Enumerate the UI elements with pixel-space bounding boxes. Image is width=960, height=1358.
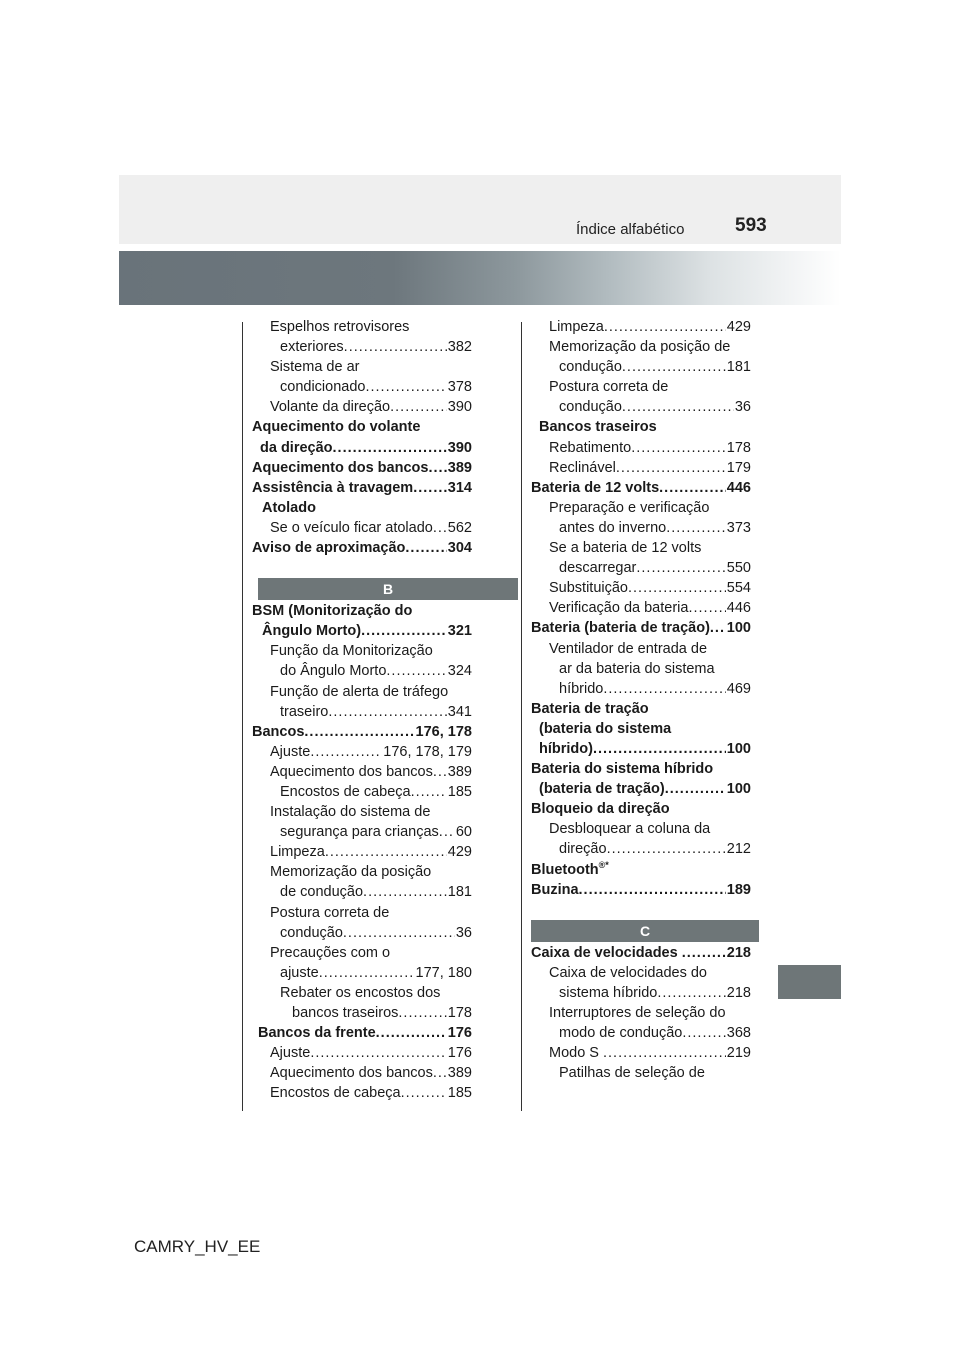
index-entry: Assistência à travagem ..... 314 bbox=[252, 478, 472, 498]
index-entry: Bloqueio da direção bbox=[531, 801, 670, 818]
index-entry: Verificação da bateria ..... 446 bbox=[531, 598, 751, 618]
index-entry: condicionado ..... 378 bbox=[252, 377, 472, 397]
index-entry: bancos traseiros ..... 178 bbox=[252, 1003, 472, 1023]
index-entry: Função da Monitorização bbox=[270, 643, 433, 660]
header-title: Índice alfabético bbox=[576, 221, 685, 238]
index-entry: da direção ..... 390 bbox=[252, 438, 472, 458]
index-entry: Bluetooth®* bbox=[531, 859, 609, 878]
index-entry: Caixa de velocidades ..... 218 bbox=[531, 943, 751, 963]
index-entry: híbrido ..... 469 bbox=[531, 679, 751, 699]
index-entry: traseiro ..... 341 bbox=[252, 702, 472, 722]
index-entry: Ângulo Morto) ..... 321 bbox=[252, 621, 472, 641]
column-rule-right bbox=[521, 322, 522, 1111]
footer-model-code: CAMRY_HV_EE bbox=[134, 1237, 261, 1256]
index-entry: Bateria de tração bbox=[531, 700, 649, 717]
index-entry: descarregar ..... 550 bbox=[531, 558, 751, 578]
index-entry: antes do inverno ..... 373 bbox=[531, 518, 751, 538]
index-entry: Aviso de aproximação ..... 304 bbox=[252, 538, 472, 558]
index-entry: Sistema de ar bbox=[270, 359, 360, 376]
index-entry: sistema híbrido ..... 218 bbox=[531, 983, 751, 1003]
index-entry: Interruptores de seleção do bbox=[549, 1005, 726, 1021]
index-entry: Atolado bbox=[262, 499, 316, 516]
index-entry: (bateria do sistema bbox=[539, 720, 672, 737]
header-gradient-bar bbox=[119, 251, 841, 305]
index-entry: direção ..... 212 bbox=[531, 839, 751, 859]
index-entry: do Ângulo Morto ..... 324 bbox=[252, 661, 472, 681]
index-entry: Bancos ..... 176, 178 bbox=[252, 722, 472, 742]
index-entry: condução ..... 36 bbox=[252, 923, 472, 943]
index-entry: condução ..... 36 bbox=[531, 397, 751, 417]
index-entry: Postura correta de bbox=[549, 379, 669, 396]
index-entry: Preparação e verificação bbox=[549, 499, 710, 516]
index-entry: Postura correta de bbox=[270, 904, 390, 921]
index-entry: exteriores ..... 382 bbox=[252, 337, 472, 357]
index-entry: ar da bateria do sistema bbox=[559, 660, 715, 677]
index-entry: Encostos de cabeça ..... 185 bbox=[252, 1083, 472, 1103]
index-entry: Bateria de 12 volts ..... 446 bbox=[531, 478, 751, 498]
index-entry: Rebatimento ..... 178 bbox=[531, 438, 751, 458]
index-entry: ajuste ..... 177, 180 bbox=[252, 963, 472, 983]
index-entry: Aquecimento dos bancos ..... 389 bbox=[252, 1063, 472, 1083]
index-entry: de condução ..... 181 bbox=[252, 882, 472, 902]
index-entry: Substituição ..... 554 bbox=[531, 578, 751, 598]
index-entry: Função de alerta de tráfego bbox=[270, 683, 449, 700]
index-entry: (bateria de tração) ..... 100 bbox=[531, 779, 751, 799]
index-entry: Se o veículo ficar atolado ..... 562 bbox=[252, 518, 472, 538]
index-entry: Patilhas de seleção de bbox=[559, 1065, 705, 1082]
section-header-c: C bbox=[531, 920, 759, 942]
index-entry: Precauções com o bbox=[270, 944, 391, 961]
index-entry: segurança para crianças ..... 60 bbox=[252, 822, 472, 842]
index-entry: Limpeza ..... 429 bbox=[531, 317, 751, 337]
index-entry: modo de condução ..... 368 bbox=[531, 1023, 751, 1043]
index-entry: Modo S ..... 219 bbox=[531, 1043, 751, 1063]
header-band bbox=[119, 175, 841, 244]
index-entry: Ajuste ..... 176, 178, 179 bbox=[252, 742, 472, 762]
index-entry: Espelhos retrovisores bbox=[270, 319, 410, 335]
index-entry: Aquecimento dos bancos ..... 389 bbox=[252, 762, 472, 782]
index-entry: Bateria (bateria de tração) ..... 100 bbox=[531, 618, 751, 638]
index-entry: BSM (Monitorização do bbox=[252, 603, 413, 620]
index-entry: Bateria do sistema híbrido bbox=[531, 761, 714, 778]
index-entry: Caixa de velocidades do bbox=[549, 964, 707, 981]
page-number: 593 bbox=[735, 215, 767, 236]
index-entry: Limpeza ..... 429 bbox=[252, 842, 472, 862]
section-header-b: B bbox=[258, 578, 518, 600]
index-entry: Bancos da frente ..... 176 bbox=[252, 1023, 472, 1043]
index-column-left bbox=[252, 317, 472, 1103]
index-entry: Se a bateria de 12 volts bbox=[549, 540, 702, 557]
index-entry: Rebater os encostos dos bbox=[280, 984, 441, 1001]
column-rule-left bbox=[242, 322, 243, 1111]
index-entry: Aquecimento dos bancos ..... 389 bbox=[252, 458, 472, 478]
index-entry: Aquecimento do volante bbox=[252, 419, 421, 436]
index-entry: Buzina ..... 189 bbox=[531, 880, 751, 900]
index-entry: condução ..... 181 bbox=[531, 357, 751, 377]
section-side-tab bbox=[778, 965, 841, 999]
index-entry: Instalação do sistema de bbox=[270, 804, 431, 821]
index-entry: Encostos de cabeça ..... 185 bbox=[252, 782, 472, 802]
index-entry: Ventilador de entrada de bbox=[549, 640, 708, 657]
index-entry: híbrido) ..... 100 bbox=[531, 739, 751, 759]
index-entry: Volante da direção ..... 390 bbox=[252, 397, 472, 417]
index-entry: Memorização da posição bbox=[270, 864, 432, 881]
index-entry: Desbloquear a coluna da bbox=[549, 821, 711, 838]
index-entry: Bancos traseiros bbox=[539, 419, 657, 436]
index-column-right bbox=[531, 317, 751, 1083]
index-entry: Reclinável ..... 179 bbox=[531, 458, 751, 478]
index-entry: Memorização da posição de bbox=[549, 339, 731, 356]
index-entry: Ajuste ..... 176 bbox=[252, 1043, 472, 1063]
